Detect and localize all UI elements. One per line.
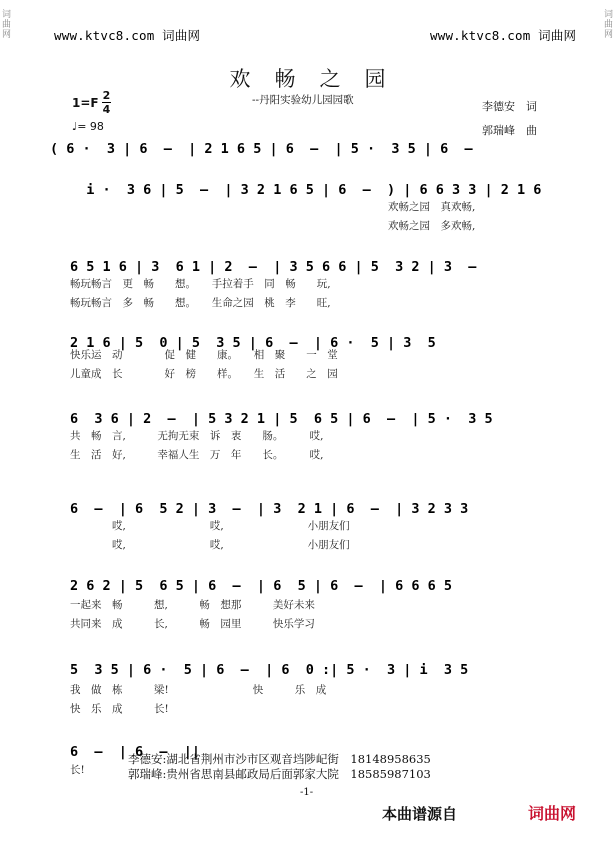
notation-line: 6 — | 6 — || bbox=[70, 744, 201, 760]
footer-contacts bbox=[128, 752, 431, 782]
footer-contact-lyricist: 李德安:湖北省荆州市沙市区观音垱陟屺街 18148958635 bbox=[128, 752, 431, 766]
time-signature-top: 2 bbox=[102, 89, 111, 102]
lyric-line: 儿童成 长 好 榜 样。 生 活 之 园 bbox=[70, 368, 338, 380]
lyric-line: 欢畅之园 真欢畅, bbox=[388, 201, 476, 213]
notation-line: ( 6 · 3 | 6 — | 2 1 6 5 | 6 — | 5 · 3 5 | 6 — bbox=[50, 141, 473, 157]
lyricist-credit: 李德安 词 bbox=[482, 100, 537, 113]
source-label: 本曲谱源自 bbox=[382, 805, 458, 823]
lyric-line: 哎, 哎, 小朋友们 bbox=[70, 539, 350, 551]
lyric-line: 共 畅 言, 无拘无束 诉 衷 肠。 哎, bbox=[70, 430, 324, 442]
footer-contact-composer: 郭瑞峰:贵州省思南县邮政局后面郭家大院 18585987103 bbox=[128, 767, 431, 781]
lyric-line: 欢畅之园 多欢畅, bbox=[388, 220, 476, 232]
lyric-line: 畅玩畅言 更 畅 想。 手拉着手 同 畅 玩, bbox=[70, 278, 331, 290]
notation-line: 6 — | 6 5 2 | 3 — | 3 2 1 | 6 — | 3 2 3 3 bbox=[70, 501, 469, 517]
site-header-right[interactable]: www.ktvc8.com 词曲网 bbox=[430, 28, 577, 43]
lyric-line: 畅玩畅言 多 畅 想。 生命之园 桃 李 旺, bbox=[70, 297, 331, 309]
song-subtitle: --丹阳实验幼儿园园歌 bbox=[252, 94, 354, 106]
watermark-left-column: 词 曲 网 bbox=[2, 10, 12, 40]
time-signature-bottom: 4 bbox=[102, 103, 111, 116]
lyric-line: 共同来 成 长, 畅 园里 快乐学习 bbox=[70, 618, 315, 630]
page-number: -1- bbox=[300, 787, 314, 798]
notation-line: i · 3 6 | 5 — | 3 2 1 6 5 | 6 — ) | 6 6 3 3 | 2 1 6 bbox=[70, 182, 542, 198]
lyric-line: 快 乐 成 长! bbox=[70, 703, 169, 715]
lyric-line: 我 做 栋 梁! 快 乐 成 bbox=[70, 684, 327, 696]
lyric-line: 长! bbox=[70, 764, 85, 776]
notation-line: 2 1 6 | 5 0 | 5 3 5 | 6 — | 6 · 5 | 3 5 bbox=[70, 335, 436, 351]
notation-line: 2 6 2 | 5 6 5 | 6 — | 6 5 | 6 — | 6 6 6 5 bbox=[70, 578, 453, 594]
site-header-left[interactable]: www.ktvc8.com 词曲网 bbox=[54, 28, 201, 43]
lyric-line: 一起来 畅 想, 畅 想那 美好未来 bbox=[70, 599, 315, 611]
notation-line: 5 3 5 | 6 · 5 | 6 — | 6 0 :| 5 · 3 | i 3 5 bbox=[70, 662, 469, 678]
composer-credit: 郭瑞峰 曲 bbox=[482, 124, 537, 137]
notation-line: 6 5 1 6 | 3 6 1 | 2 — | 3 5 6 6 | 5 3 2 | 3 — bbox=[70, 259, 477, 275]
lyric-line: 哎, 哎, 小朋友们 bbox=[70, 520, 350, 532]
lyric-line: 生 活 好, 幸福人生 万 年 长。 哎, bbox=[70, 449, 324, 461]
source-brand-link[interactable]: 词曲网 bbox=[528, 804, 577, 823]
key-signature: 1=F bbox=[72, 96, 99, 110]
song-title: 欢畅之园 bbox=[229, 67, 410, 91]
notation-line: 6 3 6 | 2 — | 5 3 2 1 | 5 6 5 | 6 — | 5 · 3 5 bbox=[70, 411, 493, 427]
lyric-line: 快乐运 动 促 健 康。 相 聚 一 堂 bbox=[70, 349, 338, 361]
tempo-mark: ♩= 98 bbox=[72, 120, 104, 133]
watermark-right-column: 词 曲 网 bbox=[604, 10, 614, 40]
